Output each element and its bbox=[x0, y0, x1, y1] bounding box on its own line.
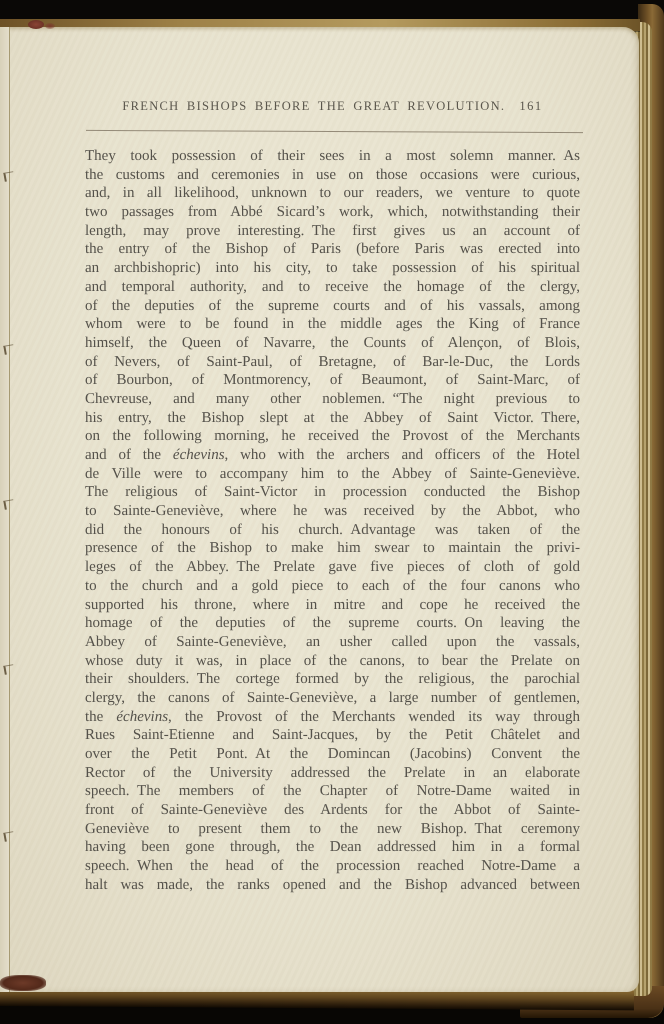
text-line: of Nevers, of Saint-Paul, of Bretagne, of Bar-le-Duc, the Lords bbox=[85, 353, 580, 370]
book-page bbox=[0, 27, 639, 992]
text-line: speech. When the head of the procession reached Notre-Dame a bbox=[85, 858, 580, 875]
text-line: and, in all likelihood, unknown to our readers, we venture to quote bbox=[85, 185, 580, 202]
text-line: length, may prove interesting. The first gives us an account of bbox=[85, 222, 580, 239]
text-line: whom were to be found in the middle ages the King of France bbox=[85, 316, 580, 333]
text-line: Rues Saint-Etienne and Saint-Jacques, by the Petit Châtelet and bbox=[85, 727, 580, 744]
leather-speck bbox=[0, 975, 46, 991]
leather-speck bbox=[45, 23, 55, 29]
binding-notch bbox=[3, 831, 14, 842]
text-line: Chevreuse, and many other noblemen. “The night previous to bbox=[85, 390, 580, 407]
text-line: having been gone through, the Dean addressed him in a formal bbox=[85, 839, 580, 856]
text-line: homage of the deputies of the supreme courts. On leaving the bbox=[85, 615, 580, 632]
leather-speck bbox=[28, 20, 44, 29]
text-line: speech. The members of the Chapter of Notre-Dame waited in bbox=[85, 783, 580, 800]
text-line: an archbishopric) into his city, to take possession of his spiritual bbox=[85, 260, 580, 277]
text-line: halt was made, the ranks opened and the Bishop advanced between bbox=[85, 876, 580, 893]
text-line: Rector of the University addressed the Prelate in an elaborate bbox=[85, 764, 580, 781]
text-line: did the honours of his church. Advantage was taken of the bbox=[85, 521, 580, 538]
text-line: leges of the Abbey. The Prelate gave five pieces of cloth of gold bbox=[85, 559, 580, 576]
page-header bbox=[85, 99, 580, 121]
text-line: over the Petit Pont. At the Domincan (Jacobins) Convent the bbox=[85, 746, 580, 762]
text-line: whose duty it was, in place of the canons, to bear the Prelate on bbox=[85, 652, 580, 669]
text-line: to the church and a gold piece to each of the four canons who bbox=[85, 577, 580, 594]
text-line: They took possession of their sees in a most solemn manner. As bbox=[85, 148, 580, 164]
text-line: of the deputies of the supreme courts and of his vassals, among bbox=[85, 297, 580, 314]
binding-notch bbox=[3, 171, 14, 182]
text-line: de Ville were to accompany him to the Abbey of Sainte-Geneviève. bbox=[85, 465, 580, 482]
text-line: the entry of the Bishop of Paris (before Paris was erected into bbox=[85, 241, 580, 258]
text-line: and of the échevins, who with the archers and officers of the Hotel bbox=[85, 447, 581, 463]
text-line: Geneviève to present them to the new Bishop. That ceremony bbox=[85, 820, 580, 837]
binding-notch bbox=[3, 499, 14, 510]
text-line: presence of the Bishop to make him swear to maintain the privi- bbox=[85, 540, 580, 557]
text-line: of Bourbon, of Montmorency, of Beaumont, of Saint-Marc, of bbox=[85, 372, 580, 389]
text-line: The religious of Saint-Victor in procession conducted the Bishop bbox=[85, 484, 580, 501]
text-line: to Sainte-Geneviève, where he was received by the Abbot, who bbox=[85, 503, 580, 520]
binding-notch bbox=[3, 344, 14, 355]
text-line: front of Sainte-Geneviève des Ardents for the Abbot of Sainte- bbox=[85, 802, 580, 819]
text-line: and temporal authority, and to receive the homage of the clergy, bbox=[85, 278, 580, 295]
header-rule bbox=[86, 130, 583, 133]
text-line: his entry, the Bishop slept at the Abbey of Saint Victor. There, bbox=[85, 409, 580, 426]
text-line: himself, the Queen of Navarre, the Counts of Alençon, of Blois, bbox=[85, 334, 580, 351]
text-line: on the following morning, he received the Provost of the Merchants bbox=[85, 428, 580, 445]
running-title: FRENCH BISHOPS BEFORE THE GREAT REVOLUTION. bbox=[122, 99, 506, 113]
page-number: 161 bbox=[519, 99, 543, 113]
text-line: clergy, the canons of Sainte-Geneviève, a large number of gentlemen, bbox=[85, 689, 580, 706]
text-line: supported his throne, where in mitre and cope he received the bbox=[85, 596, 580, 613]
text-line: two passages from Abbé Sicard’s work, which, notwithstanding their bbox=[85, 204, 580, 221]
text-line: the échevins, the Provost of the Merchants wended its way through bbox=[85, 708, 581, 725]
body-text bbox=[85, 147, 580, 895]
text-line: the customs and ceremonies in use on those occasions were curious, bbox=[85, 166, 580, 183]
text-line: their shoulders. The cortege formed by the religious, the parochial bbox=[85, 671, 580, 688]
binding-notch bbox=[3, 664, 14, 675]
text-line: Abbey of Sainte-Geneviève, an usher called upon the vassals, bbox=[85, 633, 580, 650]
